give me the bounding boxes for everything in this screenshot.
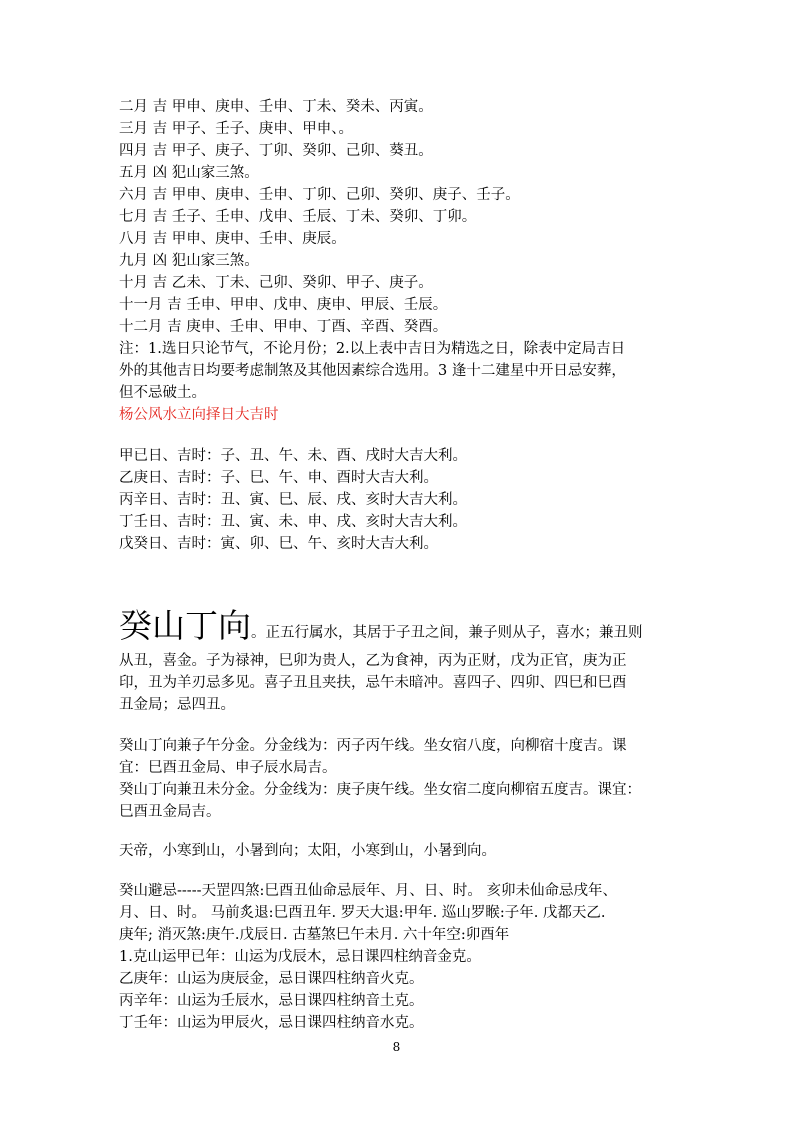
avoid-line: 月、日、时。 马前炙退:巳酉丑年. 罗天大退:甲年. 巡山罗睺:子年. 戊都天乙. bbox=[119, 905, 606, 921]
hour-line: 甲已日、吉时：子、丑、午、未、酉、戌时大吉大利。 bbox=[119, 448, 467, 464]
fenjin-line: 宜：巳酉丑金局、申子辰水局吉。 bbox=[119, 760, 337, 776]
month-line: 五月 凶 犯山家三煞。 bbox=[119, 165, 259, 181]
month-line: 十一月 吉 壬申、甲申、戊申、庚申、甲辰、壬辰。 bbox=[119, 297, 448, 313]
intro-first-line bbox=[119, 606, 679, 650]
tiandi-line: 天帝，小寒到山，小暑到向；太阳，小寒到山，小暑到向。 bbox=[119, 843, 496, 859]
month-line: 十二月 吉 庚申、壬申、甲申、丁酉、辛酉、癸酉。 bbox=[119, 319, 448, 335]
month-line: 八月 吉 甲申、庚申、壬申、庚辰。 bbox=[119, 231, 346, 247]
avoid-line: 乙庚年：山运为庚辰金，忌日课四柱纳音火克。 bbox=[119, 971, 424, 987]
month-line: 十月 吉 乙未、丁未、己卯、癸卯、甲子、庚子。 bbox=[119, 275, 433, 291]
intro-line: 印，丑为羊刃忌多见。喜子丑且夹扶，忌午未暗冲。喜四子、四卯、四巳和巳酉 bbox=[119, 675, 627, 691]
avoid-line: 1.克山运甲已年：山运为戊辰木，忌日课四柱纳音金克。 bbox=[119, 949, 481, 965]
month-line: 九月 凶 犯山家三煞。 bbox=[119, 253, 259, 269]
avoid-line: 丁壬年：山运为甲辰火，忌日课四柱纳音水克。 bbox=[119, 1015, 424, 1031]
month-line: 三月 吉 甲子、壬子、庚申、甲申、。 bbox=[119, 121, 353, 137]
hour-line: 丁壬日、吉时：丑、寅、未、申、戌、亥时大吉大利。 bbox=[119, 514, 467, 530]
month-line: 二月 吉 甲申、庚申、壬申、丁未、癸未、丙寅。 bbox=[119, 99, 433, 115]
fenjin-line: 巳酉丑金局吉。 bbox=[119, 804, 221, 820]
intro-first-text: 。正五行属水，其居于子丑之间，兼子则从子，喜水；兼丑则 bbox=[251, 625, 643, 641]
intro-line: 丑金局；忌四丑。 bbox=[119, 697, 235, 713]
avoid-line: 癸山避忌-----天罡四煞:巳酉丑仙命忌辰年、月、日、时。 亥卯未仙命忌戌年、 bbox=[119, 883, 617, 899]
avoid-line: 丙辛年：山运为壬辰水，忌日课四柱纳音土克。 bbox=[119, 993, 424, 1009]
month-line: 四月 吉 甲子、庚子、丁卯、癸卯、己卯、葵丑。 bbox=[119, 143, 433, 159]
hour-line: 丙辛日、吉时：丑、寅、巳、辰、戌、亥时大吉大利。 bbox=[119, 492, 467, 508]
note-line: 外的其他吉日均要考虑制煞及其他因素综合选用。3 逢十二建星中开日忌安葬， bbox=[119, 363, 626, 379]
month-line: 六月 吉 甲申、庚申、壬申、丁卯、己卯、癸卯、庚子、壬子。 bbox=[119, 187, 520, 203]
section-title: 杨公风水立向择日大吉时 bbox=[119, 407, 279, 423]
fenjin-line: 癸山丁向兼子午分金。分金线为：丙子丙午线。坐女宿八度，向柳宿十度吉。课 bbox=[119, 738, 627, 754]
hour-line: 乙庚日、吉时：子、巳、午、申、酉时大吉大利。 bbox=[119, 470, 438, 486]
intro-line: 从丑，喜金。子为禄神，巳卯为贵人，乙为食神，丙为正财，戊为正官，庚为正 bbox=[119, 653, 627, 669]
avoid-line: 庚年; 消灭煞:庚午.戊辰日. 古墓煞巳午未月. 六十年空:卯酉年 bbox=[119, 927, 510, 943]
note-line: 注：1.选日只论节气，不论月份；2.以上表中吉日为精选之日，除表中定局吉日 bbox=[119, 341, 626, 357]
month-line: 七月 吉 壬子、壬申、戊申、壬辰、丁未、癸卯、丁卯。 bbox=[119, 209, 477, 225]
note-line: 但不忌破土。 bbox=[119, 385, 206, 401]
fenjin-line: 癸山丁向兼丑未分金。分金线为：庚子庚午线。坐女宿二度向柳宿五度吉。课宜： bbox=[119, 782, 641, 798]
mountain-heading: 癸山丁向 bbox=[119, 606, 251, 645]
hour-line: 戊癸日、吉时：寅、卯、巳、午、亥时大吉大利。 bbox=[119, 536, 438, 552]
page-number: 8 bbox=[392, 1040, 401, 1054]
